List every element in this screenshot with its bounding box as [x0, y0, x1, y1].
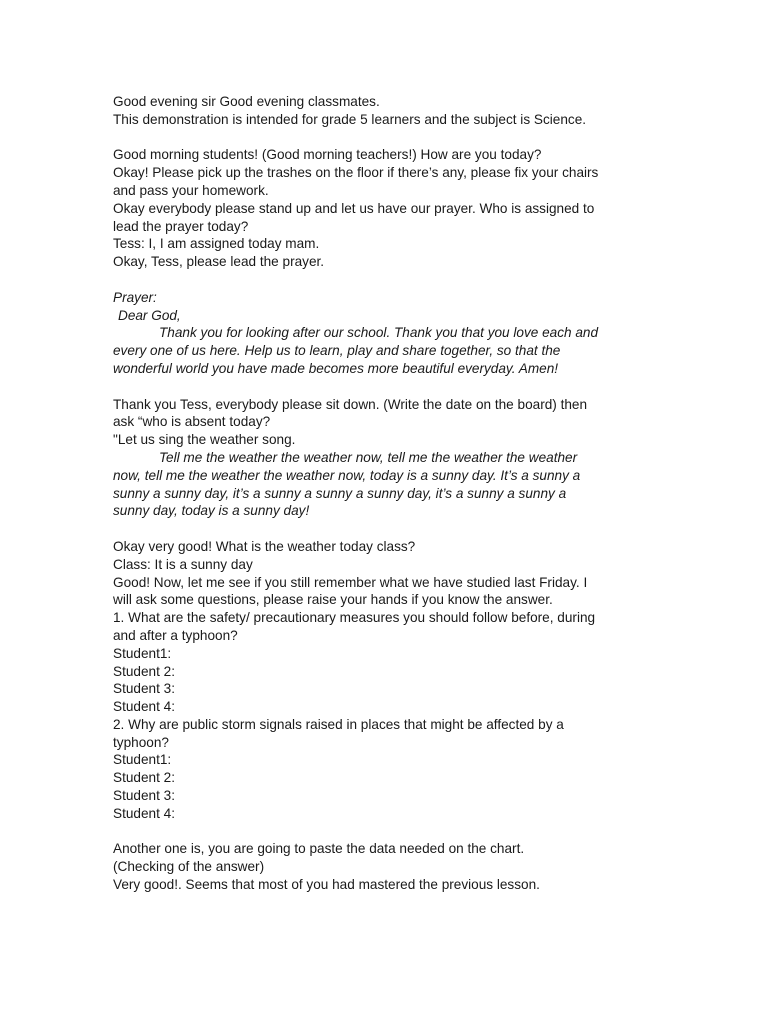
student-answer-line: Student 2: [113, 770, 175, 786]
question-line: 1. What are the safety/ precautionary measures you should follow before, during [113, 610, 596, 626]
text-line: (Checking of the answer) [113, 859, 265, 875]
paragraph-gap [113, 520, 658, 538]
song-line: sunny a sunny day, it’s a sunny a sunny a sunny day, it’s a sunny a sunny a [113, 485, 567, 501]
text-line: Okay, Tess, please lead the prayer. [113, 254, 325, 270]
song-line: sunny day, today is a sunny day! [113, 503, 310, 519]
text-line: Good! Now, let me see if you still remember what we have studied last Friday. I [113, 574, 588, 590]
greeting-line: Good evening sir Good evening classmates. [113, 94, 380, 109]
paragraph-gap [113, 823, 658, 841]
student-answer-line: Student 3: [113, 681, 175, 697]
prayer-line: every one of us here. Help us to learn, play and share together, so that the [113, 343, 561, 359]
prayer-line: wonderful world you have made becomes more beautiful everyday. Amen! [113, 360, 559, 376]
prayer-salutation: Dear God, [118, 307, 181, 323]
text-line: Okay everybody please stand up and let us have our prayer. Who is assigned to [113, 200, 595, 216]
paragraph-gap [113, 378, 658, 396]
prayer-line: Thank you for looking after our school. Thank you that you love each and [159, 325, 599, 341]
student-answer-line: Student1: [113, 645, 172, 661]
student-answer-line: Student1: [113, 752, 172, 768]
text-line: Very good!. Seems that most of you had mastered the previous lesson. [113, 877, 540, 893]
text-line: Class: It is a sunny day [113, 556, 253, 572]
student-answer-line: Student 2: [113, 663, 175, 679]
document-body [113, 93, 658, 894]
paragraph-gap [113, 129, 658, 147]
question-line: and after a typhoon? [113, 627, 238, 643]
text-line: and pass your homework. [113, 182, 269, 198]
text-line: lead the prayer today? [113, 218, 249, 234]
song-line: Tell me the weather the weather now, tell me the weather the weather [159, 449, 578, 465]
student-answer-line: Student 3: [113, 788, 175, 804]
text-line: Another one is, you are going to paste the data needed on the chart. [113, 841, 525, 857]
text-line: will ask some questions, please raise your hands if you know the answer. [113, 592, 553, 608]
intro-line: This demonstration is intended for grade 5 learners and the subject is Science. [113, 111, 587, 127]
question-line: 2. Why are public storm signals raised in places that might be affected by a [113, 716, 564, 732]
question-line: typhoon? [113, 734, 169, 750]
student-answer-line: Student 4: [113, 699, 175, 715]
text-line: ask “who is absent today? [113, 414, 271, 430]
prayer-heading: Prayer: [113, 289, 157, 305]
text-line: Thank you Tess, everybody please sit down. (Write the date on the board) then [113, 396, 588, 412]
text-line: Tess: I, I am assigned today mam. [113, 236, 320, 252]
text-line: Good morning students! (Good morning teachers!) How are you today? [113, 147, 542, 163]
text-line: "Let us sing the weather song. [113, 432, 296, 448]
song-line: now, tell me the weather the weather now, today is a sunny day. It’s a sunny a [113, 467, 581, 483]
student-answer-line: Student 4: [113, 805, 175, 821]
text-line: Okay very good! What is the weather today class? [113, 538, 416, 554]
text-line: Okay! Please pick up the trashes on the floor if there’s any, please fix your chairs [113, 165, 599, 181]
paragraph-gap [113, 271, 658, 289]
